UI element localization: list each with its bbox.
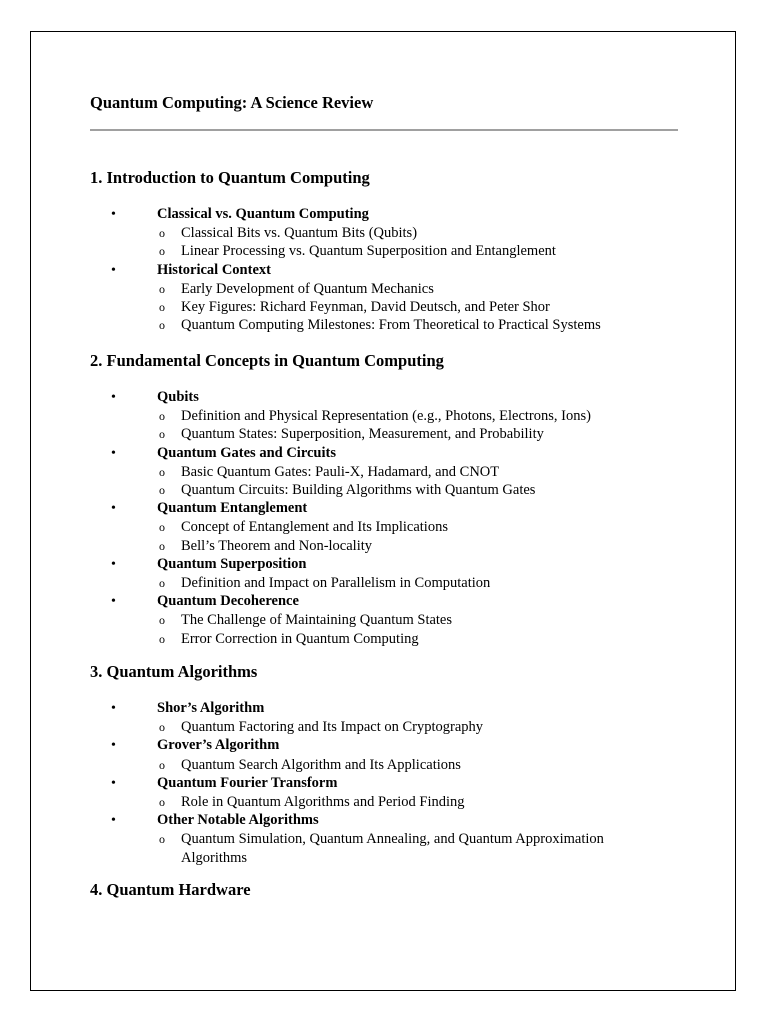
bullet-icon: • <box>111 207 116 222</box>
topic-item <box>0 811 740 830</box>
topic-item <box>0 205 740 224</box>
subitem-label: Concept of Entanglement and Its Implications <box>181 519 448 536</box>
subitem <box>0 463 740 481</box>
sub-bullet-icon: o <box>159 300 165 315</box>
subitem <box>0 242 740 260</box>
bullet-icon: • <box>111 390 116 405</box>
sub-bullet-icon: o <box>159 318 165 333</box>
bullet-icon: • <box>111 594 116 610</box>
bullet-icon: • <box>111 501 116 517</box>
sub-bullet-icon: o <box>159 832 165 847</box>
section-heading-quantum-algorithms: 3. Quantum Algorithms <box>90 662 258 681</box>
subitem-label: Quantum States: Superposition, Measurement, and Probability <box>181 426 544 443</box>
section-heading-introduction: 1. Introduction to Quantum Computing <box>90 168 370 187</box>
subitem-label: Quantum Circuits: Building Algorithms with Quantum Gates <box>181 482 536 499</box>
sub-bullet-icon: o <box>159 520 165 535</box>
subitem <box>0 793 740 811</box>
subitem <box>0 756 740 774</box>
sub-bullet-icon: o <box>159 409 165 424</box>
subitem-label: Basic Quantum Gates: Pauli-X, Hadamard, and CNOT <box>181 463 500 480</box>
sub-bullet-icon: o <box>159 226 165 241</box>
subitem-label: Bell’s Theorem and Non-locality <box>181 537 373 554</box>
subitem <box>0 316 740 334</box>
subitem <box>0 718 740 736</box>
topic-item <box>0 555 740 574</box>
bullet-icon: • <box>111 738 116 754</box>
sub-bullet-icon: o <box>159 576 165 591</box>
bullet-icon: • <box>111 445 116 461</box>
subitem <box>0 518 740 536</box>
bullet-icon: • <box>111 556 116 572</box>
subitem <box>0 537 740 555</box>
topic-label: Other Notable Algorithms <box>157 812 319 829</box>
bullet-icon: • <box>111 775 116 791</box>
topic-item <box>0 444 740 463</box>
topic-item <box>0 736 740 755</box>
subitem-label: Classical Bits vs. Quantum Bits (Qubits) <box>181 225 418 242</box>
bullet-icon: • <box>111 701 116 716</box>
topic-label: Qubits <box>157 389 199 405</box>
subitem <box>0 481 740 499</box>
subitem-label: Quantum Factoring and Its Impact on Cryptography <box>181 719 484 736</box>
sub-bullet-icon: o <box>159 720 165 735</box>
subitem-label: Quantum Search Algorithm and Its Applications <box>181 756 461 773</box>
subitem-label: Definition and Physical Representation (e.g., Photons, Electrons, Ions) <box>181 408 591 425</box>
subitem <box>0 425 740 443</box>
topic-label: Quantum Gates and Circuits <box>157 444 336 461</box>
subitem <box>0 830 740 866</box>
topic-label: Classical vs. Quantum Computing <box>157 206 369 222</box>
subitem-label: Quantum Simulation, Quantum Annealing, and Quantum Approximation Algorithms <box>181 831 604 866</box>
sub-bullet-icon: o <box>159 538 165 553</box>
subitem <box>0 630 740 648</box>
topic-item <box>0 261 740 280</box>
document-title: Quantum Computing: A Science Review <box>90 93 374 112</box>
subitem-label: Quantum Computing Milestones: From Theoretical to Practical Systems <box>181 317 601 334</box>
subitem <box>0 224 740 242</box>
section-outline-quantum-algorithms <box>0 699 740 867</box>
sub-bullet-icon: o <box>159 464 165 479</box>
topic-label: Shor’s Algorithm <box>157 700 265 716</box>
subitem-label: Early Development of Quantum Mechanics <box>181 280 434 297</box>
section-heading-fundamental-concepts: 2. Fundamental Concepts in Quantum Computing <box>90 351 444 370</box>
subitem-label: Key Figures: Richard Feynman, David Deutsch, and Peter Shor <box>181 299 550 316</box>
sub-bullet-icon: o <box>159 631 165 646</box>
subitem-label: Error Correction in Quantum Computing <box>181 630 419 647</box>
sub-bullet-icon: o <box>159 757 165 772</box>
topic-item <box>0 592 740 611</box>
sub-bullet-icon: o <box>159 483 165 498</box>
subitem-label: The Challenge of Maintaining Quantum States <box>181 612 453 629</box>
topic-label: Quantum Entanglement <box>157 500 308 517</box>
subitem <box>0 280 740 298</box>
subitem <box>0 574 740 592</box>
sub-bullet-icon: o <box>159 613 165 628</box>
topic-label: Quantum Fourier Transform <box>157 774 338 791</box>
subitem-label: Role in Quantum Algorithms and Period Finding <box>181 794 465 811</box>
subitem <box>0 298 740 316</box>
topic-item <box>0 499 740 518</box>
sub-bullet-icon: o <box>159 427 165 442</box>
section-outline-fundamental-concepts <box>0 388 740 648</box>
section-outline-introduction <box>0 205 740 334</box>
topic-label: Quantum Superposition <box>157 555 307 572</box>
topic-item <box>0 388 740 407</box>
topic-label: Grover’s Algorithm <box>157 737 280 754</box>
topic-item <box>0 699 740 718</box>
title-divider <box>90 129 678 131</box>
section-heading-quantum-hardware: 4. Quantum Hardware <box>90 880 251 899</box>
bullet-icon: • <box>111 262 116 278</box>
subitem-label: Definition and Impact on Parallelism in Computation <box>181 575 491 592</box>
topic-label: Historical Context <box>157 261 271 278</box>
topic-label: Quantum Decoherence <box>157 593 299 610</box>
sub-bullet-icon: o <box>159 281 165 296</box>
subitem <box>0 407 740 425</box>
sub-bullet-icon: o <box>159 244 165 259</box>
subitem-label: Linear Processing vs. Quantum Superposition and Entanglement <box>181 243 556 260</box>
bullet-icon: • <box>111 813 116 829</box>
sub-bullet-icon: o <box>159 795 165 810</box>
topic-item <box>0 774 740 793</box>
subitem <box>0 611 740 629</box>
